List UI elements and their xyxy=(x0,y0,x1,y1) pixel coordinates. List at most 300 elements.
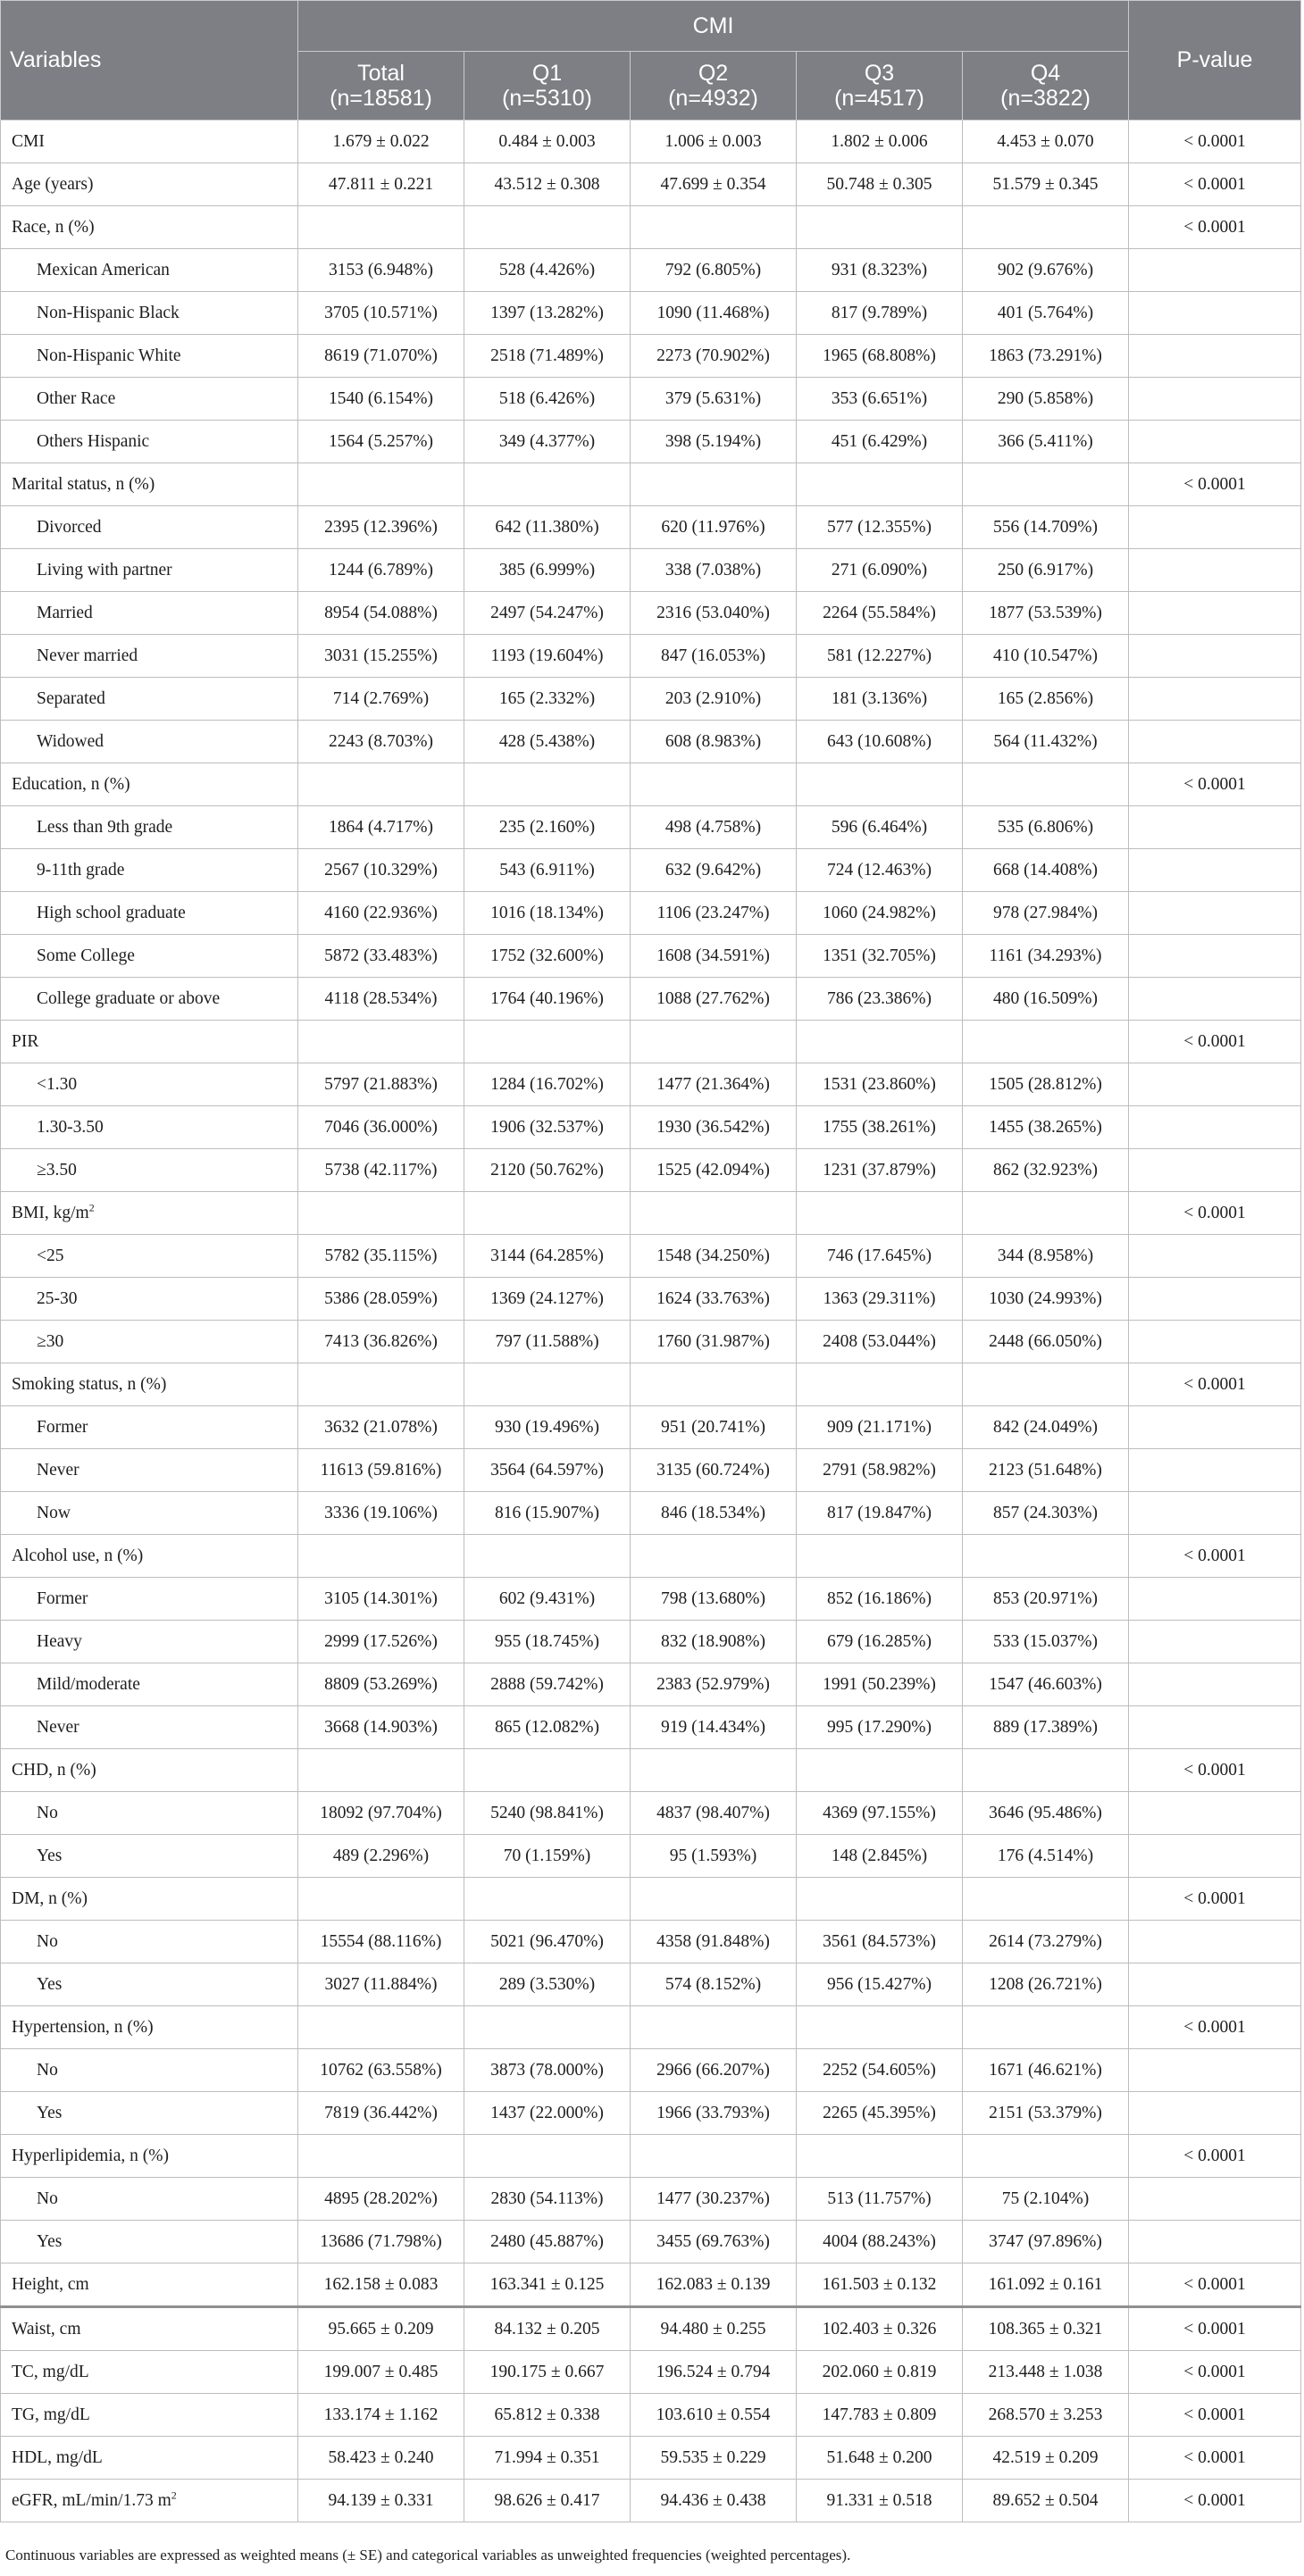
value-cell xyxy=(963,763,1129,806)
value-cell: 581 (12.227%) xyxy=(797,635,963,678)
value-cell xyxy=(298,1535,464,1578)
value-cell xyxy=(631,1749,797,1792)
value-cell xyxy=(963,1192,1129,1235)
value-cell: 353 (6.651%) xyxy=(797,378,963,421)
group-name: Total xyxy=(357,61,405,86)
value-cell: 1161 (34.293%) xyxy=(963,935,1129,978)
table-row xyxy=(1,2135,1301,2178)
value-cell: 798 (13.680%) xyxy=(631,1578,797,1621)
table-row xyxy=(1,1835,1301,1878)
value-cell xyxy=(797,1363,963,1406)
value-cell: 42.519 ± 0.209 xyxy=(963,2437,1129,2480)
value-cell: 5738 (42.117%) xyxy=(298,1149,464,1192)
value-cell xyxy=(464,1878,631,1921)
variable-label: College graduate or above xyxy=(37,988,221,1008)
variable-cell xyxy=(1,849,298,892)
pvalue-cell xyxy=(1129,935,1301,978)
pvalue-cell xyxy=(1129,1406,1301,1449)
variable-cell xyxy=(1,1406,298,1449)
variable-cell xyxy=(1,121,298,163)
value-cell: 1764 (40.196%) xyxy=(464,978,631,1021)
variable-cell xyxy=(1,1321,298,1363)
variable-cell xyxy=(1,1706,298,1749)
value-cell: 543 (6.911%) xyxy=(464,849,631,892)
value-cell: 816 (15.907%) xyxy=(464,1492,631,1535)
value-cell: 398 (5.194%) xyxy=(631,421,797,463)
value-cell xyxy=(963,1363,1129,1406)
variable-label: High school graduate xyxy=(37,903,186,922)
value-cell: 1088 (27.762%) xyxy=(631,978,797,1021)
group-name: Q2 xyxy=(698,61,729,86)
table-row xyxy=(1,721,1301,763)
value-cell: 250 (6.917%) xyxy=(963,549,1129,592)
variable-cell xyxy=(1,421,298,463)
variable-cell xyxy=(1,1492,298,1535)
value-cell: 7413 (36.826%) xyxy=(298,1321,464,1363)
variable-cell xyxy=(1,1835,298,1878)
table-row xyxy=(1,206,1301,249)
value-cell: 94.480 ± 0.255 xyxy=(631,2307,797,2351)
value-cell: 853 (20.971%) xyxy=(963,1578,1129,1621)
table-row xyxy=(1,1792,1301,1835)
variable-label: Waist, cm xyxy=(12,2319,81,2338)
value-cell: 2888 (59.742%) xyxy=(464,1663,631,1706)
value-cell: 95 (1.593%) xyxy=(631,1835,797,1878)
value-cell: 235 (2.160%) xyxy=(464,806,631,849)
variable-label: Hypertension, n (%) xyxy=(12,2017,154,2037)
value-cell: 930 (19.496%) xyxy=(464,1406,631,1449)
value-cell: 2518 (71.489%) xyxy=(464,335,631,378)
value-cell: 955 (18.745%) xyxy=(464,1621,631,1663)
value-cell: 1966 (33.793%) xyxy=(631,2092,797,2135)
value-cell: 401 (5.764%) xyxy=(963,292,1129,335)
group-count: (n=4517) xyxy=(834,86,924,111)
table-row xyxy=(1,2480,1301,2522)
value-cell: 7819 (36.442%) xyxy=(298,2092,464,2135)
value-cell: 1030 (24.993%) xyxy=(963,1278,1129,1321)
variable-label: Separated xyxy=(37,688,105,708)
value-cell: 3747 (97.896%) xyxy=(963,2221,1129,2263)
variable-label: No xyxy=(37,1931,58,1951)
value-cell: 3336 (19.106%) xyxy=(298,1492,464,1535)
value-cell: 919 (14.434%) xyxy=(631,1706,797,1749)
value-cell: 489 (2.296%) xyxy=(298,1835,464,1878)
variable-cell xyxy=(1,1535,298,1578)
table-row xyxy=(1,1878,1301,1921)
pvalue-cell xyxy=(1129,249,1301,292)
value-cell: 1244 (6.789%) xyxy=(298,549,464,592)
value-cell: 2480 (45.887%) xyxy=(464,2221,631,2263)
value-cell: 620 (11.976%) xyxy=(631,506,797,549)
value-cell: 4358 (91.848%) xyxy=(631,1921,797,1963)
variable-label: eGFR, mL/min/1.73 m xyxy=(12,2490,171,2510)
value-cell xyxy=(298,463,464,506)
value-cell: 47.811 ± 0.221 xyxy=(298,163,464,206)
value-cell: 642 (11.380%) xyxy=(464,506,631,549)
value-cell xyxy=(464,463,631,506)
pvalue-cell xyxy=(1129,806,1301,849)
pvalue-cell: < 0.0001 xyxy=(1129,763,1301,806)
pvalue-cell xyxy=(1129,2092,1301,2135)
value-cell: 842 (24.049%) xyxy=(963,1406,1129,1449)
table-row xyxy=(1,2178,1301,2221)
variable-label: 25-30 xyxy=(37,1288,78,1308)
table-row xyxy=(1,421,1301,463)
value-cell xyxy=(464,763,631,806)
value-cell: 1.006 ± 0.003 xyxy=(631,121,797,163)
value-cell: 196.524 ± 0.794 xyxy=(631,2351,797,2394)
value-cell: 2791 (58.982%) xyxy=(797,1449,963,1492)
variable-label: HDL, mg/dL xyxy=(12,2447,103,2467)
value-cell: 574 (8.152%) xyxy=(631,1963,797,2006)
value-cell: 1016 (18.134%) xyxy=(464,892,631,935)
value-cell: 58.423 ± 0.240 xyxy=(298,2437,464,2480)
variable-label: Never xyxy=(37,1460,79,1480)
variable-label: Non-Hispanic Black xyxy=(37,303,180,322)
value-cell: 1193 (19.604%) xyxy=(464,635,631,678)
value-cell: 2273 (70.902%) xyxy=(631,335,797,378)
table-row xyxy=(1,763,1301,806)
value-cell: 102.403 ± 0.326 xyxy=(797,2307,963,2351)
value-cell: 2151 (53.379%) xyxy=(963,2092,1129,2135)
variable-label: Marital status, n (%) xyxy=(12,474,155,494)
variable-cell xyxy=(1,935,298,978)
value-cell xyxy=(797,763,963,806)
value-cell: 4004 (88.243%) xyxy=(797,2221,963,2263)
value-cell: 51.579 ± 0.345 xyxy=(963,163,1129,206)
variable-label: Married xyxy=(37,603,93,622)
value-cell xyxy=(631,206,797,249)
value-cell xyxy=(298,2006,464,2049)
superscript: 2 xyxy=(88,1201,95,1213)
pvalue-cell xyxy=(1129,978,1301,1021)
variable-cell xyxy=(1,678,298,721)
variable-label: PIR xyxy=(12,1031,39,1051)
variable-cell xyxy=(1,163,298,206)
variable-cell xyxy=(1,2394,298,2437)
value-cell xyxy=(963,1878,1129,1921)
value-cell: 163.341 ± 0.125 xyxy=(464,2263,631,2307)
value-cell: 1477 (30.237%) xyxy=(631,2178,797,2221)
value-cell: 2497 (54.247%) xyxy=(464,592,631,635)
value-cell: 379 (5.631%) xyxy=(631,378,797,421)
table-row xyxy=(1,2006,1301,2049)
value-cell: 190.175 ± 0.667 xyxy=(464,2351,631,2394)
value-cell: 428 (5.438%) xyxy=(464,721,631,763)
value-cell: 1548 (34.250%) xyxy=(631,1235,797,1278)
table-row xyxy=(1,1063,1301,1106)
value-cell: 199.007 ± 0.485 xyxy=(298,2351,464,2394)
table-row xyxy=(1,2394,1301,2437)
variable-label: Some College xyxy=(37,946,135,965)
table-row xyxy=(1,1621,1301,1663)
variable-label: ≥3.50 xyxy=(37,1160,77,1180)
variable-cell xyxy=(1,1663,298,1706)
table-row xyxy=(1,935,1301,978)
variable-label: Now xyxy=(37,1503,71,1522)
table-row xyxy=(1,249,1301,292)
pvalue-cell xyxy=(1129,1835,1301,1878)
value-cell: 951 (20.741%) xyxy=(631,1406,797,1449)
variable-cell xyxy=(1,1749,298,1792)
value-cell xyxy=(631,1363,797,1406)
variable-cell xyxy=(1,1792,298,1835)
value-cell xyxy=(631,1192,797,1235)
table-row xyxy=(1,1278,1301,1321)
value-cell: 5782 (35.115%) xyxy=(298,1235,464,1278)
variable-label: Never xyxy=(37,1717,79,1737)
variable-label: Widowed xyxy=(37,731,104,751)
table-body xyxy=(1,121,1301,2522)
value-cell: 1351 (32.705%) xyxy=(797,935,963,978)
table-row xyxy=(1,1363,1301,1406)
pvalue-cell: < 0.0001 xyxy=(1129,1749,1301,1792)
variable-cell xyxy=(1,1621,298,1663)
value-cell: 3153 (6.948%) xyxy=(298,249,464,292)
pvalue-cell xyxy=(1129,2221,1301,2263)
value-cell xyxy=(963,1021,1129,1063)
value-cell: 1760 (31.987%) xyxy=(631,1321,797,1363)
variable-cell xyxy=(1,2049,298,2092)
value-cell: 1.679 ± 0.022 xyxy=(298,121,464,163)
value-cell: 1877 (53.539%) xyxy=(963,592,1129,635)
variable-cell xyxy=(1,463,298,506)
value-cell: 1369 (24.127%) xyxy=(464,1278,631,1321)
value-cell: 846 (18.534%) xyxy=(631,1492,797,1535)
pvalue-cell: < 0.0001 xyxy=(1129,1363,1301,1406)
value-cell xyxy=(797,1535,963,1578)
pvalue-cell xyxy=(1129,1235,1301,1278)
value-cell: 162.158 ± 0.083 xyxy=(298,2263,464,2307)
value-cell: 3105 (14.301%) xyxy=(298,1578,464,1621)
group-name: Q4 xyxy=(1030,61,1061,86)
variable-cell xyxy=(1,892,298,935)
value-cell: 2830 (54.113%) xyxy=(464,2178,631,2221)
value-cell: 832 (18.908%) xyxy=(631,1621,797,1663)
table-row xyxy=(1,378,1301,421)
table-row xyxy=(1,806,1301,849)
value-cell xyxy=(797,1192,963,1235)
value-cell: 1363 (29.311%) xyxy=(797,1278,963,1321)
value-cell: 213.448 ± 1.038 xyxy=(963,2351,1129,2394)
pvalue-cell: < 0.0001 xyxy=(1129,2263,1301,2307)
variable-label: Yes xyxy=(37,1846,63,1865)
variable-label: 9-11th grade xyxy=(37,860,125,880)
value-cell: 528 (4.426%) xyxy=(464,249,631,292)
value-cell: 10762 (63.558%) xyxy=(298,2049,464,2092)
value-cell: 596 (6.464%) xyxy=(797,806,963,849)
value-cell: 792 (6.805%) xyxy=(631,249,797,292)
value-cell xyxy=(631,1535,797,1578)
variable-cell xyxy=(1,1235,298,1278)
group-count: (n=18581) xyxy=(330,86,432,111)
variable-cell xyxy=(1,249,298,292)
pvalue-cell xyxy=(1129,421,1301,463)
variable-cell xyxy=(1,2178,298,2221)
group-count: (n=4932) xyxy=(668,86,758,111)
pvalue-cell xyxy=(1129,1449,1301,1492)
pvalue-cell: < 0.0001 xyxy=(1129,163,1301,206)
value-cell: 366 (5.411%) xyxy=(963,421,1129,463)
table-row xyxy=(1,1492,1301,1535)
variable-label: No xyxy=(37,2060,58,2080)
value-cell: 103.610 ± 0.554 xyxy=(631,2394,797,2437)
value-cell: 533 (15.037%) xyxy=(963,1621,1129,1663)
variable-cell xyxy=(1,1063,298,1106)
variable-label: CHD, n (%) xyxy=(12,1760,96,1780)
pvalue-cell xyxy=(1129,506,1301,549)
pvalue-cell xyxy=(1129,1963,1301,2006)
value-cell: 1547 (46.603%) xyxy=(963,1663,1129,1706)
value-cell xyxy=(298,1192,464,1235)
value-cell: 857 (24.303%) xyxy=(963,1492,1129,1535)
group-header xyxy=(631,52,797,121)
value-cell: 931 (8.323%) xyxy=(797,249,963,292)
variable-cell xyxy=(1,1149,298,1192)
value-cell xyxy=(797,463,963,506)
value-cell: 480 (16.509%) xyxy=(963,978,1129,1021)
value-cell: 18092 (97.704%) xyxy=(298,1792,464,1835)
value-cell xyxy=(631,763,797,806)
value-cell xyxy=(963,2135,1129,2178)
variable-label: <1.30 xyxy=(37,1074,78,1094)
pvalue-cell: < 0.0001 xyxy=(1129,2006,1301,2049)
variable-label: Non-Hispanic White xyxy=(37,346,181,365)
value-cell: 349 (4.377%) xyxy=(464,421,631,463)
pvalue-cell xyxy=(1129,1792,1301,1835)
value-cell xyxy=(797,2135,963,2178)
table-row xyxy=(1,849,1301,892)
variable-label: Hyperlipidemia, n (%) xyxy=(12,2146,169,2165)
table-row xyxy=(1,1406,1301,1449)
value-cell: 176 (4.514%) xyxy=(963,1835,1129,1878)
value-cell: 4837 (98.407%) xyxy=(631,1792,797,1835)
variable-label: No xyxy=(37,1803,58,1822)
variable-cell xyxy=(1,635,298,678)
value-cell: 338 (7.038%) xyxy=(631,549,797,592)
value-cell xyxy=(464,2006,631,2049)
variable-cell xyxy=(1,2307,298,2351)
value-cell: 1231 (37.879%) xyxy=(797,1149,963,1192)
value-cell: 8809 (53.269%) xyxy=(298,1663,464,1706)
variable-label: Yes xyxy=(37,2103,63,2122)
value-cell: 3646 (95.486%) xyxy=(963,1792,1129,1835)
variable-cell xyxy=(1,2221,298,2263)
variable-cell xyxy=(1,1278,298,1321)
value-cell: 3135 (60.724%) xyxy=(631,1449,797,1492)
table-row xyxy=(1,1749,1301,1792)
value-cell: 89.652 ± 0.504 xyxy=(963,2480,1129,2522)
table-row xyxy=(1,1663,1301,1706)
value-cell: 3027 (11.884%) xyxy=(298,1963,464,2006)
pvalue-cell xyxy=(1129,1492,1301,1535)
variable-cell xyxy=(1,2480,298,2522)
variable-label: Education, n (%) xyxy=(12,774,130,794)
value-cell: 3561 (84.573%) xyxy=(797,1921,963,1963)
value-cell: 47.699 ± 0.354 xyxy=(631,163,797,206)
value-cell: 7046 (36.000%) xyxy=(298,1106,464,1149)
value-cell: 1.802 ± 0.006 xyxy=(797,121,963,163)
group-header xyxy=(464,52,631,121)
value-cell: 902 (9.676%) xyxy=(963,249,1129,292)
value-cell xyxy=(631,1878,797,1921)
variable-label: Height, cm xyxy=(12,2274,89,2294)
table-row xyxy=(1,292,1301,335)
value-cell: 95.665 ± 0.209 xyxy=(298,2307,464,2351)
variable-cell xyxy=(1,1363,298,1406)
value-cell: 165 (2.856%) xyxy=(963,678,1129,721)
value-cell xyxy=(963,1535,1129,1578)
value-cell xyxy=(298,2135,464,2178)
value-cell: 147.783 ± 0.809 xyxy=(797,2394,963,2437)
variable-label: Former xyxy=(37,1417,88,1437)
value-cell: 289 (3.530%) xyxy=(464,1963,631,2006)
variable-cell xyxy=(1,721,298,763)
value-cell: 84.132 ± 0.205 xyxy=(464,2307,631,2351)
value-cell xyxy=(631,2135,797,2178)
value-cell: 956 (15.427%) xyxy=(797,1963,963,2006)
pvalue-header: P-value xyxy=(1129,1,1301,121)
pvalue-cell xyxy=(1129,378,1301,421)
value-cell xyxy=(464,1192,631,1235)
value-cell: 133.174 ± 1.162 xyxy=(298,2394,464,2437)
value-cell: 0.484 ± 0.003 xyxy=(464,121,631,163)
table-row xyxy=(1,635,1301,678)
variable-label: Never married xyxy=(37,646,138,665)
table-row xyxy=(1,2437,1301,2480)
variable-label: Yes xyxy=(37,1974,63,1994)
value-cell: 909 (21.171%) xyxy=(797,1406,963,1449)
table-header xyxy=(1,1,1301,121)
value-cell: 513 (11.757%) xyxy=(797,2178,963,2221)
variable-cell xyxy=(1,378,298,421)
table-row xyxy=(1,506,1301,549)
value-cell: 1531 (23.860%) xyxy=(797,1063,963,1106)
pvalue-cell xyxy=(1129,1106,1301,1149)
pvalue-cell xyxy=(1129,1578,1301,1621)
value-cell: 1671 (46.621%) xyxy=(963,2049,1129,2092)
variable-cell xyxy=(1,1963,298,2006)
group-header xyxy=(963,52,1129,121)
group-name: Q3 xyxy=(864,61,895,86)
value-cell: 2567 (10.329%) xyxy=(298,849,464,892)
value-cell: 161.092 ± 0.161 xyxy=(963,2263,1129,2307)
value-cell: 865 (12.082%) xyxy=(464,1706,631,1749)
pvalue-cell xyxy=(1129,335,1301,378)
value-cell: 11613 (59.816%) xyxy=(298,1449,464,1492)
table-row xyxy=(1,1578,1301,1621)
table-row xyxy=(1,1535,1301,1578)
variable-cell xyxy=(1,1106,298,1149)
variable-cell xyxy=(1,2263,298,2307)
value-cell: 2265 (45.395%) xyxy=(797,2092,963,2135)
table-row xyxy=(1,678,1301,721)
table-row xyxy=(1,1321,1301,1363)
value-cell: 1991 (50.239%) xyxy=(797,1663,963,1706)
group-header xyxy=(797,52,963,121)
value-cell: 2316 (53.040%) xyxy=(631,592,797,635)
table-row xyxy=(1,2221,1301,2263)
value-cell: 2614 (73.279%) xyxy=(963,1921,1129,1963)
pvalue-cell xyxy=(1129,1621,1301,1663)
table-row xyxy=(1,1192,1301,1235)
value-cell: 1624 (33.763%) xyxy=(631,1278,797,1321)
value-cell: 1437 (22.000%) xyxy=(464,2092,631,2135)
value-cell: 1564 (5.257%) xyxy=(298,421,464,463)
variable-label: Divorced xyxy=(37,517,102,537)
table-row xyxy=(1,592,1301,635)
value-cell: 5872 (33.483%) xyxy=(298,935,464,978)
